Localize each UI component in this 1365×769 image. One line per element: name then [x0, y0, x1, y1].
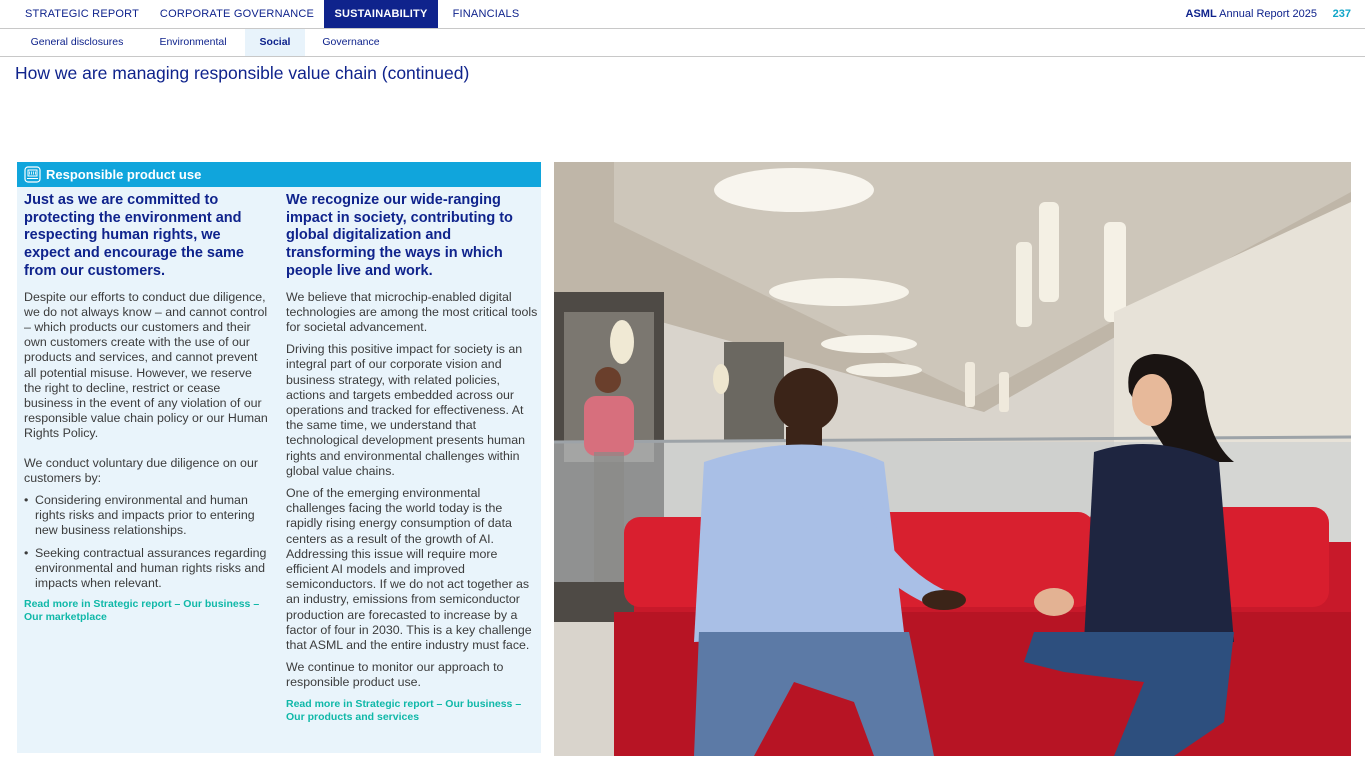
left-paragraph-1: Despite our efforts to conduct due diligence, we do not always know – and cannot control – which products our customers and their own customers create with the use of our products and services, and cannot prevent all potential misuse. However, we reserve the right to decline, restrict or cease business in the event of any violation of our responsible value chain policy or our Human Rights Policy.	[24, 289, 268, 441]
page-title: How we are managing responsible value chain (continued)	[15, 63, 470, 83]
page-number: 237	[1332, 8, 1351, 20]
left-heading: Just as we are committed to protecting the environment and respecting human rights, we expect and encourage the same from our customers.	[24, 192, 244, 279]
due-diligence-list	[24, 493, 269, 591]
tab-sustainability[interactable]: SUSTAINABILITY	[324, 0, 438, 28]
list-item: • Seeking contractual assurances regarding environmental and human rights risks and impacts when relevant.	[24, 546, 269, 592]
list-item: • Considering environmental and human rights risks and impacts prior to entering new business relationships.	[24, 493, 269, 539]
right-paragraph-4: We continue to monitor our approach to responsible product use.	[286, 660, 504, 690]
sub-navigation	[0, 29, 1365, 57]
brand-name: ASML	[1185, 8, 1217, 20]
subtab-environmental[interactable]: Environmental	[159, 36, 227, 48]
top-navigation	[0, 0, 1365, 29]
panel-header-title: Responsible product use	[46, 167, 202, 182]
right-paragraph-1: We believe that microchip-enabled digital technologies are among the most critical tools for societal advancement.	[286, 289, 538, 334]
product-icon	[24, 166, 41, 183]
read-more-marketplace-link[interactable]: Read more in Strategic report – Our business – Our marketplace	[24, 598, 260, 624]
right-paragraph-3: One of the emerging environmental challenges facing the world today is the rapidly rising energy consumption of data centers as a result of the growth of AI. Addressing this issue will require more efficient AI models and improved semiconductors. If we do not act together as an industry, emissions from semiconductor production are forecasted to increase by a factor of four in 2030. This is a key challenge that ASML and the entire industry must face.	[286, 485, 532, 652]
tab-strategic-report[interactable]: STRATEGIC REPORT	[24, 8, 140, 20]
panel-header	[17, 162, 541, 187]
report-name: Annual Report 2025	[1219, 8, 1317, 20]
right-heading: We recognize our wide-ranging impact in society, contributing to global digitalization and transforming the ways in which people live and work.	[286, 192, 513, 279]
left-column	[24, 192, 269, 624]
report-brand	[1186, 0, 1317, 29]
responsible-product-use-panel	[17, 162, 541, 753]
tab-corporate-governance[interactable]: CORPORATE GOVERNANCE	[159, 8, 315, 20]
subtab-general-disclosures[interactable]: General disclosures	[30, 36, 124, 48]
subtab-governance[interactable]: Governance	[322, 36, 380, 48]
subtab-social[interactable]: Social	[245, 29, 305, 56]
left-paragraph-2: We conduct voluntary due diligence on our customers by:	[24, 455, 258, 485]
office-photo	[554, 162, 1351, 756]
photo-illustration	[554, 162, 1351, 756]
right-paragraph-2: Driving this positive impact for society is an integral part of our corporate vision and business strategy, with related policies, actions and targets embedded across our operations and tracked for effectiveness. At the same time, we understand that technological development presents human rights and environmental challenges within global value chains.	[286, 342, 526, 478]
read-more-products-link[interactable]: Read more in Strategic report – Our business – Our products and services	[286, 697, 522, 723]
right-column	[286, 192, 538, 724]
tab-financials[interactable]: FINANCIALS	[452, 8, 520, 20]
